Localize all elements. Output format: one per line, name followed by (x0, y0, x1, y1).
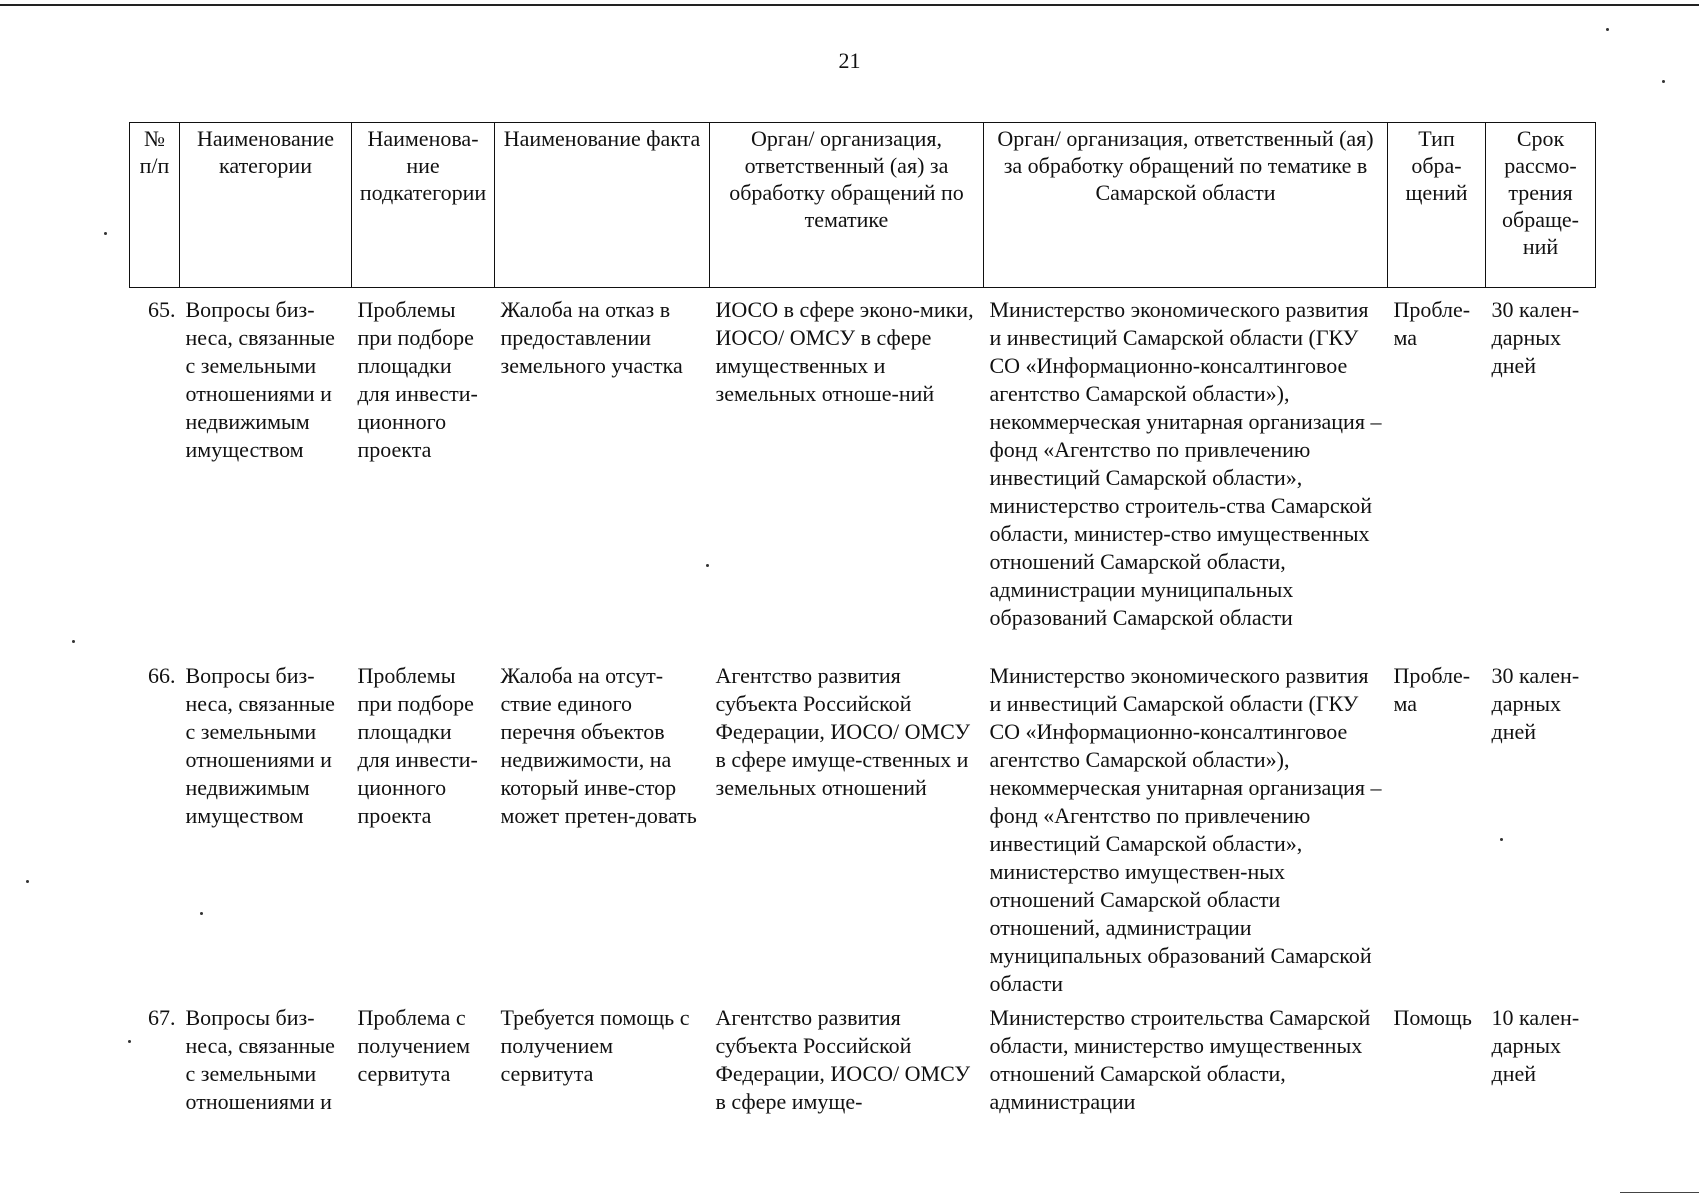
row-subcategory: Проблемы при подборе площадки для инвести-ционного проекта (357, 297, 478, 462)
row-term: 30 кален-дарных дней (1491, 297, 1580, 378)
row-number: 66. (148, 663, 176, 688)
header-number: № п/п (130, 123, 180, 288)
table-row (130, 1000, 1596, 1124)
row-subcategory: Проблемы при подборе площадки для инвести-ционного проекта (357, 663, 478, 828)
row-fact: Требуется помощь с получением сервитута (500, 1005, 690, 1086)
complaints-table (129, 122, 1596, 1124)
header-org-samara: Орган/ организация, ответственный (ая) за обработку обращений по тематике в Самарской области (984, 123, 1388, 288)
row-subcategory: Проблема с получением сервитута (357, 1005, 471, 1086)
table-row (130, 658, 1596, 1000)
row-org-samara: Министерство экономического развития и инвестиций Самарской области (ГКУ СО «Информационно-консалтинговое агентство Самарской области»), некоммерческая унитарная организация – фонд «Агентство по привлечению инвестиций Самарской области», министерство имуществен-ных отношений Самарской области отношений, администрации муниципальных образований Самарской области (989, 663, 1382, 996)
page-number: 21 (838, 48, 861, 73)
row-org-samara: Министерство строительства Самарской области, министерство имущественных отношений Самарской области, администрации (989, 1005, 1371, 1114)
header-fact: Наименование факта (495, 123, 710, 288)
row-number: 65. (148, 297, 176, 322)
scan-speck (1500, 838, 1503, 841)
top-rule (0, 4, 1699, 6)
header-subcategory: Наименова-ние подкатегории (352, 123, 495, 288)
scan-speck (128, 1040, 131, 1043)
row-term: 10 кален-дарных дней (1491, 1005, 1580, 1086)
scan-speck (1606, 28, 1609, 31)
table-row (130, 288, 1596, 659)
scan-speck (72, 640, 75, 643)
row-type: Помощь (1393, 1005, 1472, 1030)
row-category: Вопросы биз-неса, связанные с земельными отношениями и недвижимым имуществом (185, 297, 335, 462)
scan-speck (1662, 80, 1665, 83)
row-category: Вопросы биз-неса, связанные с земельными отношениями и недвижимым имуществом (185, 663, 335, 828)
row-org: Агентство развития субъекта Российской Федерации, ИОСО/ ОМСУ в сфере имуще- (715, 1005, 971, 1114)
row-org: ИОСО в сфере эконо-мики, ИОСО/ ОМСУ в сфере имущественных и земельных отноше-ний (715, 297, 974, 406)
row-term: 30 кален-дарных дней (1491, 663, 1580, 744)
header-org: Орган/ организация, ответственный (ая) за обработку обращений по тематике (710, 123, 984, 288)
scan-speck (200, 912, 203, 915)
table-header-row (130, 123, 1596, 288)
bottom-rule (1620, 1192, 1699, 1193)
row-org-samara: Министерство экономического развития и инвестиций Самарской области (ГКУ СО «Информационно-консалтинговое агентство Самарской области»), некоммерческая унитарная организация – фонд «Агентство по привлечению инвестиций Самарской области», министерство строитель-ства Самарской области, министер-ство имущественных отношений Самарской области, администрации муниципальных образований Самарской области (989, 297, 1382, 630)
scan-speck (706, 564, 709, 567)
header-category: Наименование категории (180, 123, 352, 288)
row-category: Вопросы биз-неса, связанные с земельными отношениями и (185, 1005, 335, 1114)
row-type: Пробле-ма (1393, 297, 1471, 350)
header-term: Срок рассмо-трения обраще-ний (1486, 123, 1596, 288)
row-fact: Жалоба на отсут-ствие единого перечня объектов недвижимости, на который инве-стор может претен-довать (500, 663, 697, 828)
scan-speck (26, 880, 29, 883)
row-org: Агентство развития субъекта Российской Федерации, ИОСО/ ОМСУ в сфере имуще-ственных и земельных отношений (715, 663, 971, 800)
row-number: 67. (148, 1005, 176, 1030)
header-type: Тип обра-щений (1388, 123, 1486, 288)
row-fact: Жалоба на отказ в предоставлении земельного участка (500, 297, 683, 378)
row-type: Пробле-ма (1393, 663, 1471, 716)
scan-speck (104, 232, 107, 235)
